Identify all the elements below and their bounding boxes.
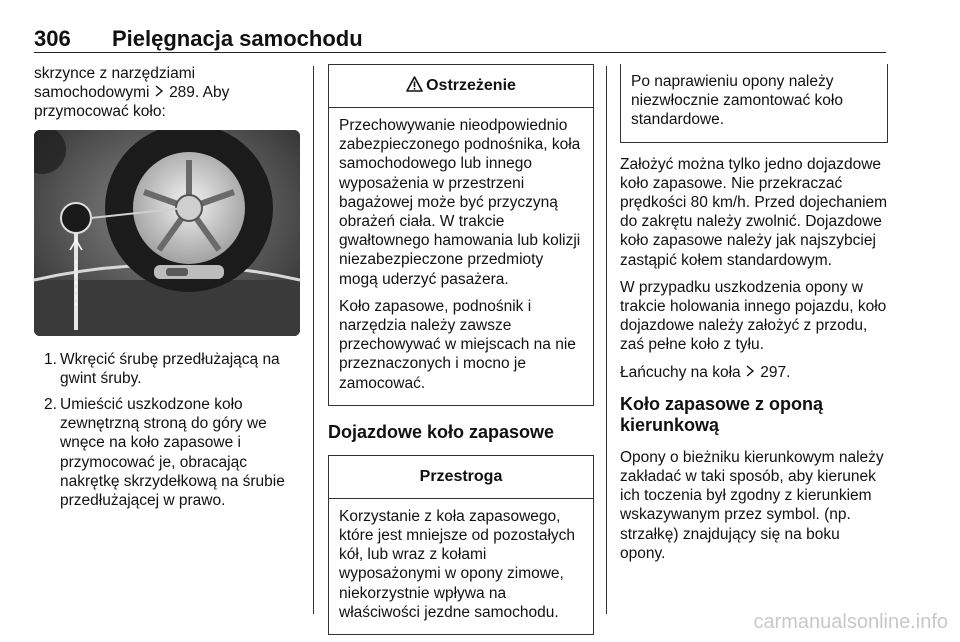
body-paragraph: Założyć można tylko jedno dojazdowe koło zapasowe. Nie przekraczać prędkości 80 km/h. Przed dojechaniem do zakrętu należy zwolnić. Dojazdowe koło zapasowe należy jak najszybciej zastąpić kołem standardowym.	[620, 155, 888, 269]
note-paragraph: Po naprawieniu opony należy niezwłocznie zamontować koło standardowe.	[631, 73, 843, 129]
section-heading: Dojazdowe koło zapasowe	[328, 421, 555, 442]
step-number: 2.	[44, 396, 57, 414]
note-box	[620, 64, 888, 143]
page-ref-arrow-icon	[154, 83, 165, 102]
page-ref-arrow-icon	[745, 363, 756, 382]
warning-header	[329, 65, 593, 108]
page-title: Pielęgnacja samochodu	[112, 26, 363, 51]
watermark: carmanualsonline.info	[753, 611, 948, 633]
intro-paragraph	[34, 64, 300, 122]
procedure-steps	[34, 350, 300, 511]
caution-paragraph: Korzystanie z koła zapasowego, które jest mniejsze od pozostałych kół, lub wraz z kołami wyposażonymi w opony zimowe, niekorzystnie wpływa na właściwości jezdne samochodu.	[339, 507, 576, 621]
chains-paragraph	[620, 363, 888, 382]
chains-text: Łańcuchy na koła	[620, 363, 741, 381]
page-header	[34, 26, 886, 54]
warning-body	[329, 108, 593, 405]
caution-body	[329, 499, 593, 634]
warning-paragraph: Przechowywanie nieodpowiednio zabezpieczonego podnośnika, koła samochodowego lub innego wyposażenia w przestrzeni bagażowej może być przyczyną obrażeń ciała. W trakcie gwałtownego hamowania lub kolizji niezabezpieczone przedmioty mogą uderzyć pasażera.	[339, 117, 581, 288]
column-right	[620, 64, 888, 571]
list-item	[34, 350, 300, 388]
page-number: 306	[34, 26, 71, 51]
column-middle	[328, 64, 594, 635]
step-text: Wkręcić śrubę przedłużającą na gwint śruby.	[60, 350, 280, 387]
body-paragraph: Opony o bieżniku kierunkowym należy zakładać w taki sposób, aby kierunek ich toczenia był zgodny z kierunkiem wskazywanym przez symbol. (np. strzałkę) znajdujący się na boku opony.	[620, 448, 884, 562]
column-divider	[606, 66, 607, 614]
step-number: 1.	[44, 350, 57, 368]
body-paragraph: W przypadku uszkodzenia opony w trakcie holowania innego pojazdu, koło dojazdowe należy założyć z przodu, zaś pełne koło z tyłu.	[620, 278, 887, 354]
section-heading: Koło zapasowe z oponą kierunkową	[620, 393, 824, 435]
note-body	[621, 64, 887, 142]
spare-wheel-photo	[34, 130, 300, 336]
column-divider	[313, 66, 314, 614]
warning-title: Ostrzeżenie	[426, 77, 516, 94]
caution-box	[328, 455, 594, 635]
warning-triangle-icon	[406, 76, 423, 97]
header-divider	[34, 52, 886, 53]
step-text: Umieścić uszkodzone koło zewnętrzną stroną do góry we wnęce na koło zapasowe i przymocować je, obracając nakrętkę skrzydełkową na śrubie przedłużającej w prawo.	[60, 396, 285, 510]
chains-ref: 297.	[760, 363, 791, 381]
caution-header: Przestroga	[329, 456, 593, 499]
intro-text-ref: 289. Aby przymocować koło:	[34, 84, 230, 121]
intro-text: skrzynce z narzędziami samochodowymi	[34, 65, 196, 102]
warning-box	[328, 64, 594, 406]
list-item	[34, 395, 300, 510]
warning-paragraph: Koło zapasowe, podnośnik i narzędzia należy zawsze przechowywać w miejscach na nie przeznaczonych i mocno je zamocować.	[339, 297, 576, 392]
column-left	[34, 64, 300, 517]
